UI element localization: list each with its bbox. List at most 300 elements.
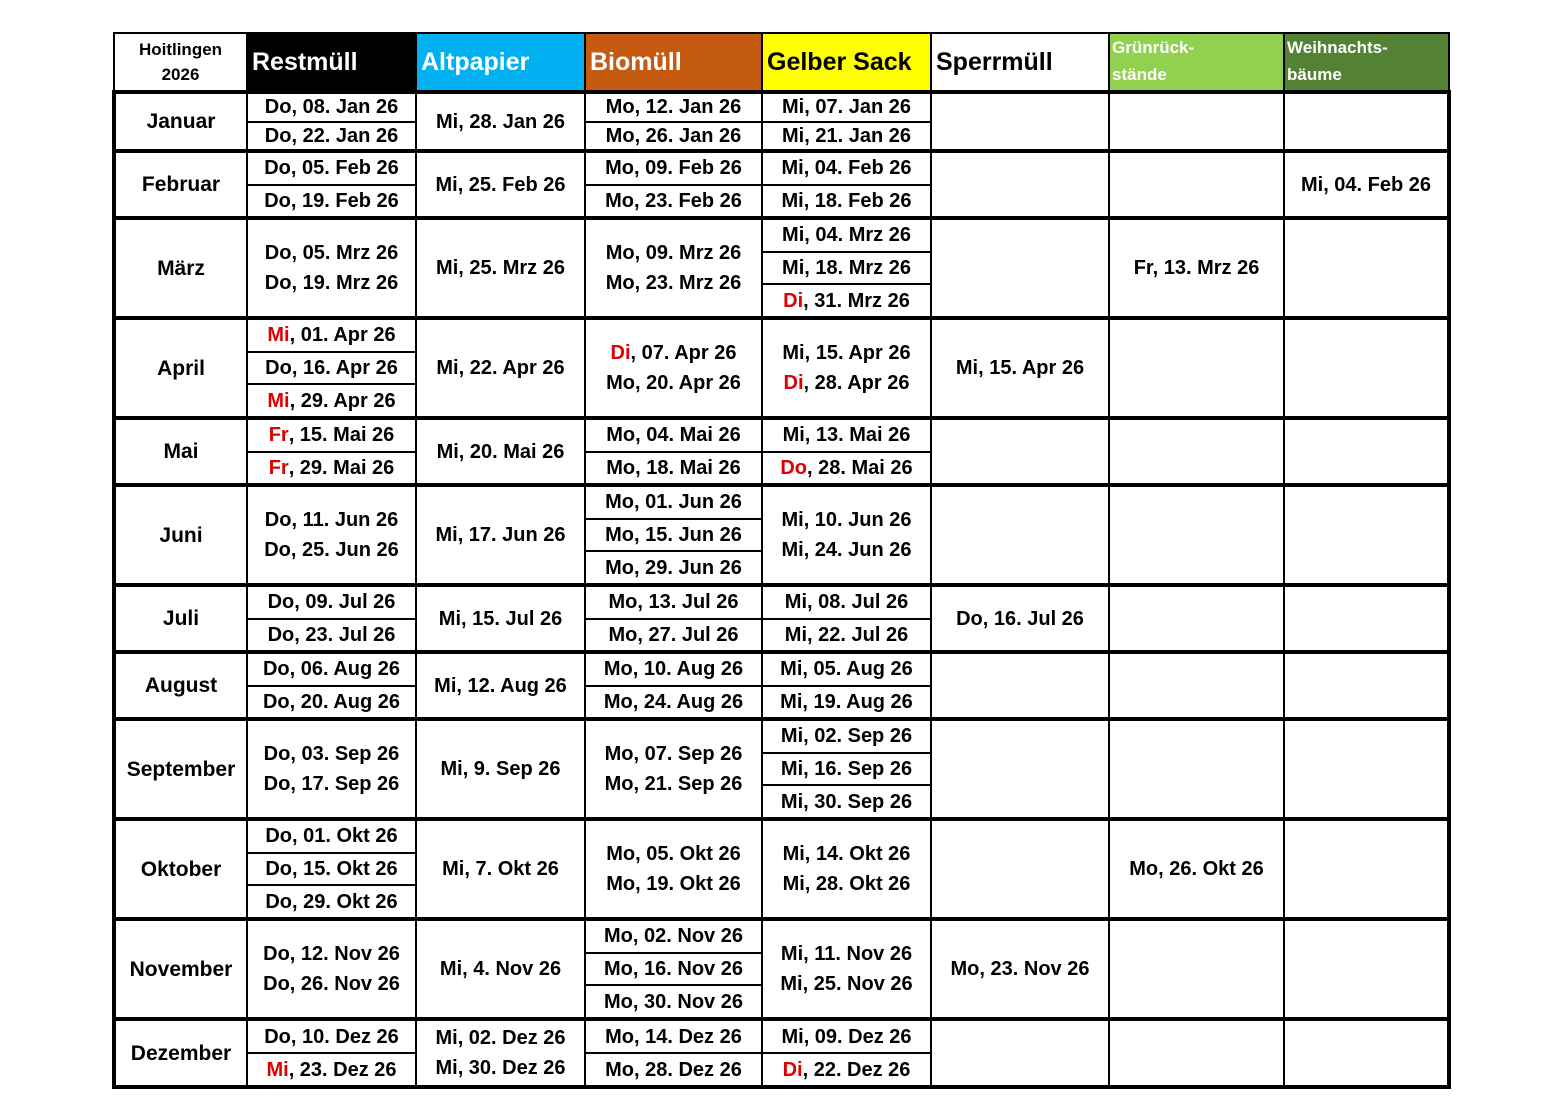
pickup-date xyxy=(956,609,1084,629)
weekday: Mo xyxy=(605,524,635,546)
date-list xyxy=(763,487,930,583)
date-text: , 20. Aug 26 xyxy=(289,690,401,713)
date-text: , 18. Feb 26 xyxy=(803,189,912,212)
date-list xyxy=(932,420,1108,483)
pickup-date xyxy=(437,442,565,462)
pickup-date xyxy=(265,510,398,530)
pickup-date xyxy=(586,184,761,217)
weihnachtsbaeume-cell xyxy=(1284,719,1449,819)
pickup-date xyxy=(763,94,930,121)
sperrmuell-cell xyxy=(931,151,1109,218)
weihnachtsbaeume-cell xyxy=(1284,151,1449,218)
weekday: Mi xyxy=(436,257,459,279)
date-list xyxy=(417,420,584,483)
weekday: Mo xyxy=(605,1025,635,1048)
date-text: , 30. Dez 26 xyxy=(457,1057,566,1079)
pickup-date xyxy=(440,959,561,979)
date-text: , 29. Jun 26 xyxy=(634,556,742,579)
date-list xyxy=(417,320,584,416)
date-list xyxy=(248,320,415,416)
shifted-weekday: Mi xyxy=(267,389,290,412)
date-list xyxy=(1285,587,1447,650)
date-text: , 23. Dez 26 xyxy=(288,1058,397,1081)
date-list xyxy=(248,420,415,483)
restmuell-cell xyxy=(247,485,416,585)
date-text: , 25. Nov 26 xyxy=(802,973,913,995)
month-name: August xyxy=(114,652,247,719)
month-name: Dezember xyxy=(114,1019,247,1087)
pickup-date xyxy=(586,451,761,484)
date-text: , 04. Mai 26 xyxy=(635,424,741,447)
month-name: September xyxy=(114,719,247,819)
weekday: Mo xyxy=(606,456,636,479)
weekday: Mo xyxy=(1129,858,1159,880)
date-text: , 22. Jan 26 xyxy=(291,124,399,147)
pickup-date xyxy=(264,540,399,560)
date-list xyxy=(248,220,415,316)
weekday: Mo xyxy=(605,272,635,294)
pickup-date xyxy=(248,121,415,150)
date-text: , 26. Nov 26 xyxy=(289,973,400,995)
pickup-date xyxy=(248,320,415,351)
date-text: , 13. Mai 26 xyxy=(804,424,911,447)
date-list xyxy=(1110,921,1283,1017)
month-name: März xyxy=(114,218,247,318)
date-text: , 29. Mai 26 xyxy=(288,456,395,479)
weekday: Mo xyxy=(606,424,636,447)
pickup-date xyxy=(435,525,565,545)
weekday: Do xyxy=(264,157,291,180)
pickup-date xyxy=(586,1052,761,1085)
date-list xyxy=(417,921,584,1017)
weekday: Mi xyxy=(781,1025,804,1048)
altpapier-header: Altpapier xyxy=(416,33,585,92)
gelber-sack-cell xyxy=(762,151,931,218)
shifted-weekday: Di xyxy=(783,372,804,394)
pickup-date xyxy=(763,184,930,217)
weekday: Do xyxy=(263,773,291,795)
biomuell-cell xyxy=(585,318,762,418)
date-list xyxy=(248,721,415,817)
weekday: Mi xyxy=(439,958,463,980)
restmuell-cell xyxy=(247,218,416,318)
date-text: , 22. Apr 26 xyxy=(458,357,565,379)
pickup-date xyxy=(586,153,761,184)
date-list xyxy=(586,220,761,316)
altpapier-cell xyxy=(416,92,585,151)
date-list xyxy=(1285,153,1447,216)
date-text: , 24. Aug 26 xyxy=(632,690,744,713)
gruenrueckstaende-header xyxy=(1109,33,1284,92)
date-text: , 21. Jan 26 xyxy=(804,124,911,147)
date-list xyxy=(932,587,1108,650)
gruenrueckstaende-cell xyxy=(1109,485,1284,585)
date-text: , 4. Nov 26 xyxy=(462,958,562,980)
weekday: Mi xyxy=(781,157,804,180)
date-text: , 07. Apr 26 xyxy=(630,342,737,364)
date-list xyxy=(1285,821,1447,917)
pickup-date xyxy=(763,587,930,618)
weekday: Mo xyxy=(605,96,635,119)
date-list xyxy=(586,921,761,1017)
sperrmuell-cell xyxy=(931,585,1109,652)
pickup-date xyxy=(781,944,912,964)
date-text: , 05. Aug 26 xyxy=(802,658,913,681)
weekday: Mo xyxy=(605,189,635,212)
date-list xyxy=(1110,420,1283,483)
sperrmuell-cell xyxy=(931,218,1109,318)
pickup-date xyxy=(586,685,761,718)
gruenrueckstaende-cell xyxy=(1109,719,1284,819)
gruenrueckstaende-header-line1: Grünrück- xyxy=(1112,38,1195,57)
weekday: Mi xyxy=(435,1057,458,1079)
pickup-date xyxy=(780,974,912,994)
date-text: , 22. Jul 26 xyxy=(807,623,909,646)
pickup-date xyxy=(763,283,930,316)
date-list xyxy=(763,1021,930,1085)
month-row xyxy=(114,418,1449,485)
date-list xyxy=(248,1021,415,1085)
date-list xyxy=(763,220,930,316)
pickup-date xyxy=(763,784,930,817)
pickup-date xyxy=(586,487,761,518)
date-list xyxy=(586,1021,761,1085)
month-row xyxy=(114,652,1449,719)
pickup-date xyxy=(436,258,565,278)
date-list xyxy=(586,153,761,216)
date-text: , 09. Feb 26 xyxy=(634,157,742,180)
date-list xyxy=(1110,320,1283,416)
pickup-date xyxy=(248,184,415,217)
shifted-weekday: Mi xyxy=(267,324,290,347)
date-text: , 15. Jun 26 xyxy=(634,524,742,546)
pickup-date xyxy=(605,744,743,764)
date-text: , 21. Sep 26 xyxy=(633,773,743,795)
date-list xyxy=(763,921,930,1017)
pickup-date xyxy=(784,373,910,393)
date-text: , 7. Okt 26 xyxy=(464,858,559,880)
date-text: , 01. Jun 26 xyxy=(634,491,742,514)
date-text: , 25. Feb 26 xyxy=(457,173,566,196)
date-list xyxy=(586,654,761,717)
weihnachtsbaeume-cell xyxy=(1284,218,1449,318)
date-list xyxy=(932,654,1108,717)
weekday: Mo xyxy=(604,990,633,1013)
weekday: Mi xyxy=(782,342,805,364)
date-text: , 29. Apr 26 xyxy=(289,389,396,412)
date-list xyxy=(763,153,930,216)
pickup-date xyxy=(248,821,415,852)
date-text: , 28. Jan 26 xyxy=(458,110,565,133)
date-text: , 07. Jan 26 xyxy=(804,96,911,119)
pickup-date xyxy=(434,676,567,696)
altpapier-cell xyxy=(416,418,585,485)
date-text: , 29. Okt 26 xyxy=(292,890,398,913)
weekday: Mi xyxy=(434,674,457,697)
weekday: Mi xyxy=(780,725,804,748)
biomuell-cell xyxy=(585,819,762,919)
pickup-date xyxy=(606,844,741,864)
pickup-date xyxy=(248,884,415,917)
pickup-date xyxy=(442,859,559,879)
weekday: Do xyxy=(264,96,292,119)
date-text: , 10. Jun 26 xyxy=(803,509,912,531)
pickup-date xyxy=(781,510,911,530)
restmuell-cell xyxy=(247,151,416,218)
month-row xyxy=(114,218,1449,318)
weekday: Mi xyxy=(781,539,804,561)
date-list xyxy=(1110,487,1283,583)
date-text: , 13. Jul 26 xyxy=(637,591,739,614)
pickup-date xyxy=(248,153,415,184)
date-text: , 15. Apr 26 xyxy=(804,342,911,364)
weekday: Mi xyxy=(782,873,805,895)
schedule-table xyxy=(112,32,1451,1089)
pickup-date xyxy=(439,609,562,629)
pickup-date xyxy=(248,94,415,121)
pickup-date xyxy=(263,974,400,994)
weekday: Mi xyxy=(782,224,805,247)
date-list xyxy=(248,487,415,583)
date-text: , 23. Feb 26 xyxy=(634,189,742,212)
shifted-weekday: Di xyxy=(783,289,804,312)
weekday: Mi xyxy=(436,440,459,463)
month-name: April xyxy=(114,318,247,418)
weekday: Do xyxy=(263,943,290,965)
weekday: Mi xyxy=(780,690,803,713)
weekday: Mi xyxy=(782,843,805,865)
gruenrueckstaende-cell xyxy=(1109,919,1284,1019)
date-text: , 20. Apr 26 xyxy=(634,372,741,394)
date-text: , 30. Nov 26 xyxy=(632,990,743,1013)
altpapier-cell xyxy=(416,819,585,919)
sperrmuell-cell xyxy=(931,819,1109,919)
weekday: Do xyxy=(265,825,293,848)
date-text: , 09. Mrz 26 xyxy=(634,242,742,264)
pickup-date xyxy=(763,121,930,150)
pickup-date xyxy=(586,550,761,583)
date-list xyxy=(417,821,584,917)
month-row xyxy=(114,151,1449,218)
weihnachtsbaeume-header-line2: bäume xyxy=(1287,65,1342,85)
date-list xyxy=(1110,654,1283,717)
date-text: , 19. Feb 26 xyxy=(290,189,399,212)
pickup-date xyxy=(763,752,930,785)
pickup-date xyxy=(606,243,742,263)
date-list xyxy=(1110,587,1283,650)
gruenrueckstaende-cell xyxy=(1109,652,1284,719)
sperrmuell-cell xyxy=(931,92,1109,151)
altpapier-cell xyxy=(416,485,585,585)
gruenrueckstaende-cell xyxy=(1109,1019,1284,1087)
date-list xyxy=(763,320,930,416)
pickup-date xyxy=(605,774,743,794)
location-name: Hoitlingen xyxy=(138,39,223,59)
date-text: , 02. Sep 26 xyxy=(803,725,913,748)
date-text: , 02. Dez 26 xyxy=(457,1027,566,1049)
weekday: Mo xyxy=(604,773,634,795)
restmuell-cell xyxy=(247,318,416,418)
date-text: , 30. Sep 26 xyxy=(803,790,913,813)
month-row xyxy=(114,719,1449,819)
date-text: , 16. Jul 26 xyxy=(982,607,1084,630)
date-list xyxy=(932,220,1108,316)
month-name: Juni xyxy=(114,485,247,585)
date-list xyxy=(932,94,1108,149)
biomuell-cell xyxy=(585,1019,762,1087)
month-name: Januar xyxy=(114,92,247,151)
date-list xyxy=(417,153,584,216)
date-list xyxy=(417,587,584,650)
weekday: Mi xyxy=(438,607,462,630)
pickup-date xyxy=(782,343,910,363)
date-text: , 05. Feb 26 xyxy=(290,157,399,180)
restmuell-header: Restmüll xyxy=(247,33,416,92)
date-text: , 26. Jan 26 xyxy=(634,124,742,147)
gruenrueckstaende-cell xyxy=(1109,92,1284,151)
pickup-date xyxy=(435,175,565,195)
altpapier-cell xyxy=(416,719,585,819)
date-text: , 28. Dez 26 xyxy=(634,1058,742,1081)
pickup-date xyxy=(763,685,930,718)
gelber-sack-cell xyxy=(762,318,931,418)
month-name: November xyxy=(114,919,247,1019)
restmuell-cell xyxy=(247,1019,416,1087)
date-text: , 10. Dez 26 xyxy=(290,1025,399,1048)
date-text: , 12. Jan 26 xyxy=(634,96,742,119)
pickup-date xyxy=(248,420,415,451)
weekday: Mi xyxy=(435,173,458,196)
weihnachtsbaeume-cell xyxy=(1284,1019,1449,1087)
date-list xyxy=(248,94,415,149)
weekday: Mi xyxy=(780,758,804,780)
date-text: , 11. Jun 26 xyxy=(291,509,399,531)
pickup-date xyxy=(248,618,415,651)
pickup-date xyxy=(586,420,761,451)
shifted-weekday: Fr xyxy=(268,424,289,447)
altpapier-cell xyxy=(416,585,585,652)
pickup-date xyxy=(763,618,930,651)
weihnachtsbaeume-cell xyxy=(1284,585,1449,652)
weekday: Mo xyxy=(605,491,635,514)
date-text: , 25. Jun 26 xyxy=(290,539,399,561)
date-text: , 01. Apr 26 xyxy=(289,324,396,347)
weekday: Mi xyxy=(1300,173,1324,196)
gruenrueckstaende-header-line2: stände xyxy=(1112,65,1167,85)
weekday: Mi xyxy=(436,357,459,379)
date-text: , 28. Mai 26 xyxy=(807,456,913,479)
date-text: , 09. Dez 26 xyxy=(803,1025,912,1048)
weekday: Do xyxy=(264,272,292,294)
weihnachtsbaeume-cell xyxy=(1284,318,1449,418)
date-list xyxy=(932,153,1108,216)
weihnachtsbaeume-cell xyxy=(1284,919,1449,1019)
pickup-date xyxy=(248,383,415,416)
pickup-date xyxy=(586,984,761,1017)
weekday: Mo xyxy=(605,157,635,180)
biomuell-cell xyxy=(585,485,762,585)
weekday: Mo xyxy=(604,958,633,980)
altpapier-cell xyxy=(416,919,585,1019)
biomuell-cell xyxy=(585,151,762,218)
pickup-date xyxy=(248,654,415,685)
restmuell-cell xyxy=(247,652,416,719)
weekday: Mo xyxy=(605,556,635,579)
pickup-date xyxy=(956,358,1084,378)
date-text: , 18. Mai 26 xyxy=(635,456,741,479)
weekday: Mi xyxy=(784,623,808,646)
date-text: , 04. Mrz 26 xyxy=(804,224,911,247)
date-list xyxy=(1110,94,1283,149)
pickup-date xyxy=(248,1021,415,1052)
pickup-date xyxy=(763,220,930,251)
weekday: Mo xyxy=(603,690,633,713)
gruenrueckstaende-cell xyxy=(1109,151,1284,218)
biomuell-cell xyxy=(585,92,762,151)
weekday: Mo xyxy=(604,925,633,948)
pickup-date xyxy=(586,618,761,651)
altpapier-cell xyxy=(416,318,585,418)
date-text: , 24. Jun 26 xyxy=(803,539,912,561)
date-text: , 23. Mrz 26 xyxy=(634,272,742,294)
sperrmuell-cell xyxy=(931,652,1109,719)
weekday: Mi xyxy=(782,424,805,447)
date-list xyxy=(763,420,930,483)
weekday: Mi xyxy=(782,124,805,147)
sperrmuell-cell xyxy=(931,418,1109,485)
date-list xyxy=(1285,320,1447,416)
sperrmuell-cell xyxy=(931,485,1109,585)
pickup-date xyxy=(248,1052,415,1085)
weekday: Do xyxy=(262,690,290,713)
altpapier-cell xyxy=(416,151,585,218)
sperrmuell-cell xyxy=(931,719,1109,819)
date-list xyxy=(586,420,761,483)
date-text: , 15. Jul 26 xyxy=(461,607,563,630)
gelber-sack-cell xyxy=(762,1019,931,1087)
gruenrueckstaende-cell xyxy=(1109,585,1284,652)
date-text: , 07. Sep 26 xyxy=(633,743,743,765)
gelber-sack-cell xyxy=(762,418,931,485)
date-list xyxy=(763,94,930,149)
pickup-date xyxy=(436,112,565,132)
weekday: Do xyxy=(264,124,292,147)
date-list xyxy=(932,487,1108,583)
weekday: Mi xyxy=(435,524,458,546)
month-row xyxy=(114,1019,1449,1087)
date-list xyxy=(1285,420,1447,483)
location-header xyxy=(114,33,247,92)
date-list xyxy=(1285,1021,1447,1085)
sperrmuell-cell xyxy=(931,1019,1109,1087)
date-text: , 11. Nov 26 xyxy=(803,943,913,965)
month-row xyxy=(114,585,1449,652)
pickup-date xyxy=(1129,859,1264,879)
pickup-date xyxy=(264,744,400,764)
weihnachtsbaeume-cell xyxy=(1284,485,1449,585)
weekday: Mo xyxy=(606,873,636,895)
pickup-date xyxy=(263,944,400,964)
date-text: , 19. Mrz 26 xyxy=(291,272,399,294)
weekday: Mo xyxy=(605,242,635,264)
pickup-date xyxy=(586,921,761,952)
gruenrueckstaende-cell xyxy=(1109,819,1284,919)
weekday: Mo xyxy=(603,658,633,681)
date-text: , 13. Mrz 26 xyxy=(1152,257,1260,279)
pickup-date xyxy=(763,251,930,284)
sperrmuell-cell xyxy=(931,318,1109,418)
pickup-date xyxy=(248,685,415,718)
